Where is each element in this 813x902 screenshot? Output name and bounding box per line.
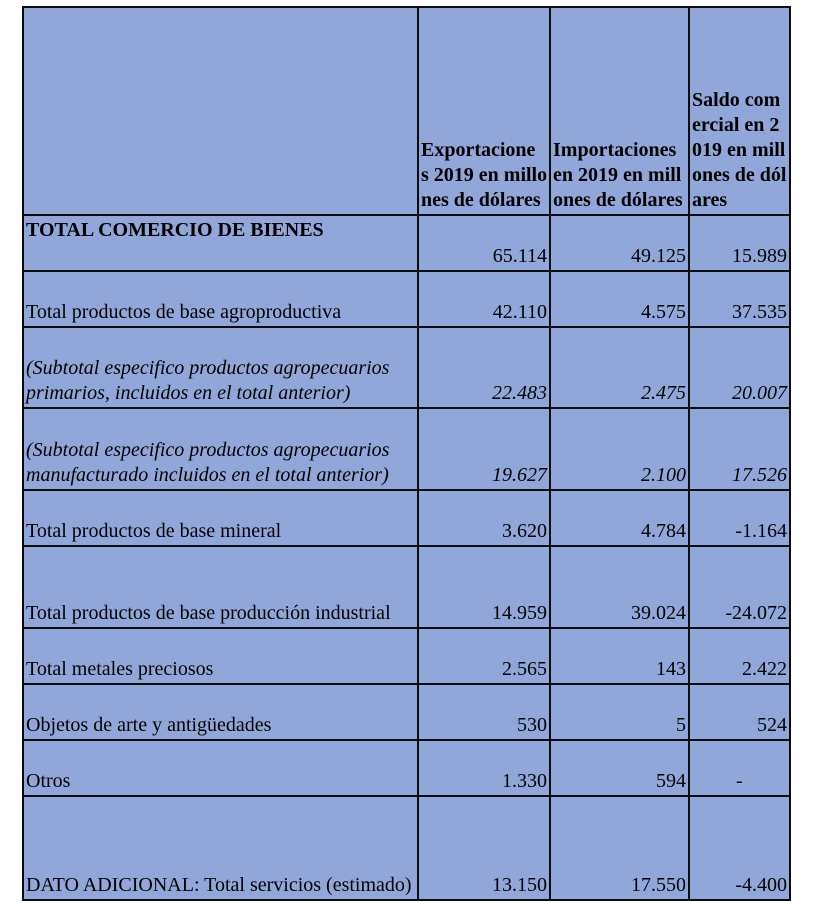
row-exports: 42.110 [418,271,550,327]
row-imports: 49.125 [550,215,689,271]
row-balance: -24.072 [689,546,790,628]
table-row-otros [23,740,790,796]
row-imports: 2.475 [550,327,689,408]
table-row-metales [23,628,790,684]
row-imports: 5 [550,684,689,740]
header-row [23,7,790,215]
row-exports: 14.959 [418,546,550,628]
table-row-subtotal-primarios [23,327,790,408]
row-label: Objetos de arte y antigüedades [23,684,418,740]
header-balance: Saldo comercial en 2019 en millones de dólares [689,7,790,215]
row-label: Otros [23,740,418,796]
row-imports: 4.784 [550,490,689,546]
row-balance: -4.400 [689,796,790,900]
row-label: (Subtotal especifico productos agropecuarios manufacturado incluidos en el total anterior) [23,408,418,490]
table-row-arte [23,684,790,740]
row-exports: 65.114 [418,215,550,271]
header-label-cell [23,7,418,215]
table-row-servicios [23,796,790,900]
header-exports: Exportacione s 2019 en millones de dólares [418,7,550,215]
row-imports: 594 [550,740,689,796]
row-exports: 2.565 [418,628,550,684]
row-label: Total productos de base agroproductiva [23,271,418,327]
row-balance: 15.989 [689,215,790,271]
row-imports: 17.550 [550,796,689,900]
row-label: Total productos de base producción industrial [23,546,418,628]
table-row-mineral [23,490,790,546]
row-imports: 143 [550,628,689,684]
row-label: Total productos de base mineral [23,490,418,546]
row-exports: 1.330 [418,740,550,796]
row-balance: 37.535 [689,271,790,327]
row-label: (Subtotal especifico productos agropecuarios primarios, incluidos en el total anterior) [23,327,418,408]
row-balance: - [689,740,790,796]
row-exports: 22.483 [418,327,550,408]
table-row-industrial [23,546,790,628]
row-label: TOTAL COMERCIO DE BIENES [23,215,418,271]
row-balance: 17.526 [689,408,790,490]
row-balance: 2.422 [689,628,790,684]
row-label: DATO ADICIONAL: Total servicios (estimado) [23,796,418,900]
row-balance: 524 [689,684,790,740]
row-exports: 3.620 [418,490,550,546]
trade-table [22,6,791,901]
row-exports: 13.150 [418,796,550,900]
row-label: Total metales preciosos [23,628,418,684]
row-balance: -1.164 [689,490,790,546]
row-imports: 4.575 [550,271,689,327]
row-exports: 19.627 [418,408,550,490]
table-row-total-bienes [23,215,790,271]
table-row-agroproductiva [23,271,790,327]
row-exports: 530 [418,684,550,740]
row-imports: 2.100 [550,408,689,490]
header-imports: Importaciones en 2019 en millones de dólares [550,7,689,215]
table-row-subtotal-manufacturado [23,408,790,490]
row-balance: 20.007 [689,327,790,408]
row-imports: 39.024 [550,546,689,628]
